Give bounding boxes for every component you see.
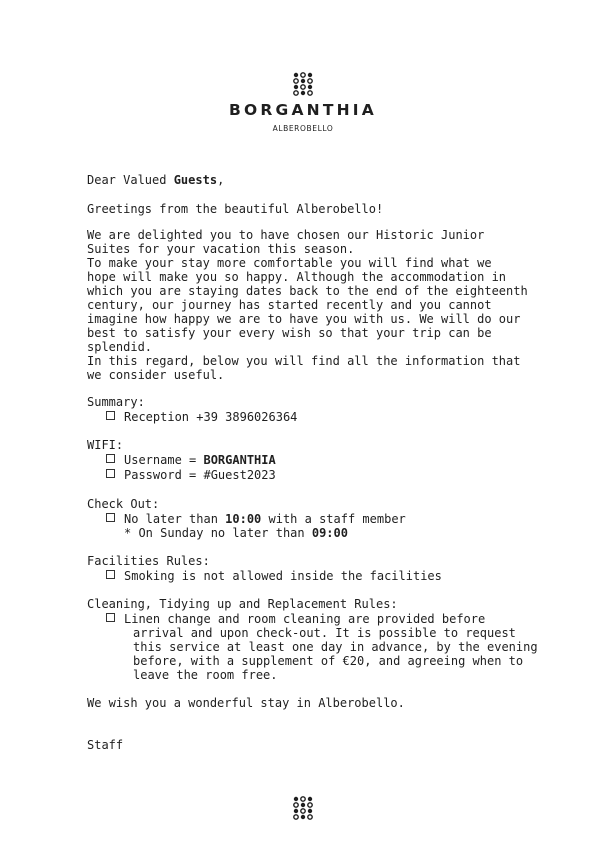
bullet-box-icon bbox=[106, 411, 115, 420]
intro-line: Suites for your vacation this season. bbox=[87, 242, 355, 256]
summary-item: Reception +39 3896026364 bbox=[106, 410, 297, 424]
cleaning-heading: Cleaning, Tidying up and Replacement Rules: bbox=[87, 597, 398, 611]
wifi-heading: WIFI: bbox=[87, 438, 124, 452]
cleaning-line: arrival and upon check-out. It is possible to request bbox=[133, 626, 516, 640]
footer-logo-icon bbox=[0, 796, 606, 820]
bullet-box-icon bbox=[106, 513, 115, 522]
facilities-heading: Facilities Rules: bbox=[87, 554, 210, 568]
bullet-box-icon bbox=[106, 570, 115, 579]
bullet-box-icon bbox=[106, 469, 115, 478]
cleaning-line: Linen change and room cleaning are provided before bbox=[106, 612, 485, 626]
summary-heading: Summary: bbox=[87, 395, 145, 409]
checkout-sunday-note: * On Sunday no later than 09:00 bbox=[124, 526, 348, 540]
salutation: Dear Valued Guests, bbox=[87, 173, 225, 187]
bullet-box-icon bbox=[106, 454, 115, 463]
brand-name: BORGANTHIA bbox=[229, 101, 377, 119]
cleaning-line: this service at least one day in advance, by the evening bbox=[133, 640, 538, 654]
intro-line: splendid. bbox=[87, 340, 153, 354]
greeting: Greetings from the beautiful Alberobello! bbox=[87, 202, 384, 216]
facilities-item: Smoking is not allowed inside the facilities bbox=[106, 569, 442, 583]
intro-line: To make your stay more comfortable you will find what we bbox=[87, 256, 492, 270]
intro-line: century, our journey has started recently and you cannot bbox=[87, 298, 492, 312]
intro-line: which you are staying dates back to the end of the eighteenth bbox=[87, 284, 528, 298]
brand-location: ALBEROBELLO bbox=[272, 124, 334, 133]
wifi-password: Password = #Guest2023 bbox=[106, 468, 276, 482]
intro-line: In this regard, below you will find all the information that bbox=[87, 354, 521, 368]
checkout-heading: Check Out: bbox=[87, 497, 160, 511]
checkout-item: No later than 10:00 with a staff member bbox=[106, 512, 406, 526]
intro-line: best to satisfy your every wish so that your trip can be bbox=[87, 326, 492, 340]
intro-line: We are delighted you to have chosen our Historic Junior bbox=[87, 228, 485, 242]
intro-line: we consider useful. bbox=[87, 368, 225, 382]
signature: Staff bbox=[87, 738, 124, 752]
bullet-box-icon bbox=[106, 613, 115, 622]
intro-line: imagine how happy we are to have you with us. We will do our bbox=[87, 312, 521, 326]
cleaning-line: leave the room free. bbox=[133, 668, 278, 682]
cleaning-line: before, with a supplement of €20, and agreeing when to bbox=[133, 654, 524, 668]
wifi-username: Username = BORGANTHIA bbox=[106, 453, 276, 467]
intro-line: hope will make you so happy. Although the accommodation in bbox=[87, 270, 507, 284]
closing-line: We wish you a wonderful stay in Alberobello. bbox=[87, 696, 405, 710]
brand-logo-icon bbox=[0, 72, 606, 96]
